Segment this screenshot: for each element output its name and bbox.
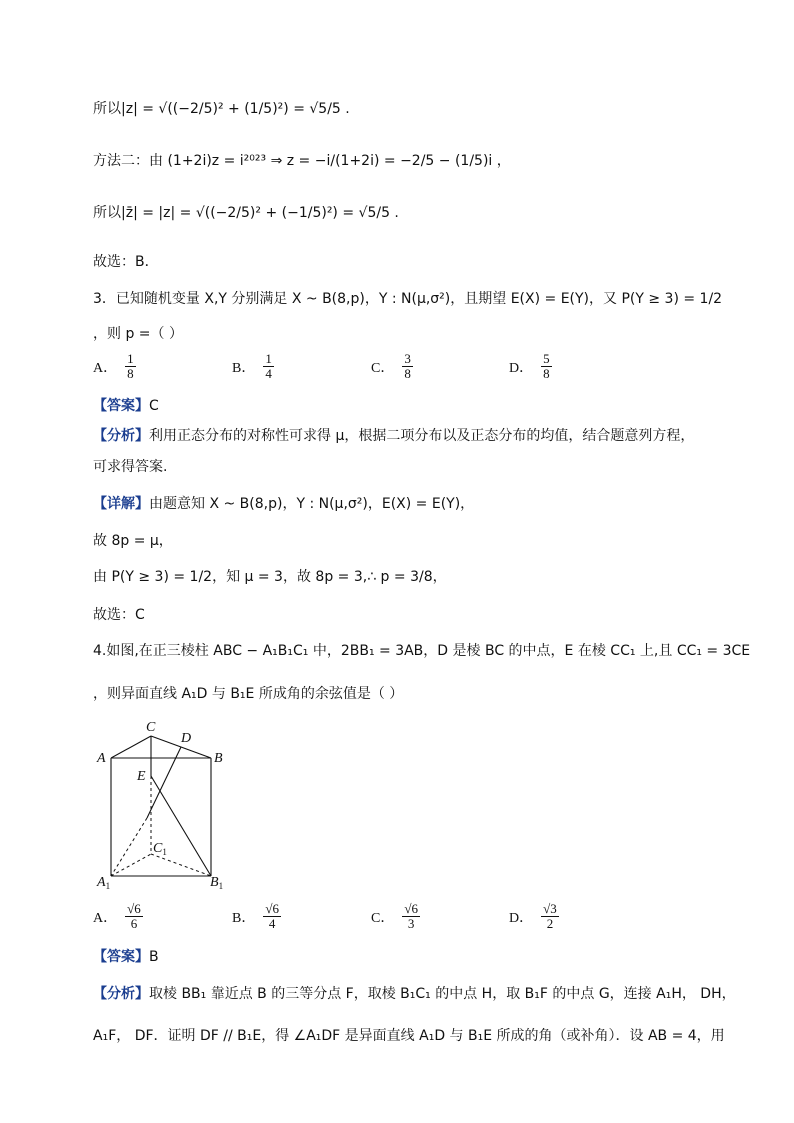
label-c1: $C_1$	[153, 841, 167, 857]
fraction: $\frac{√3}{2}$	[543, 901, 557, 931]
q3-detail: 【详解】由题意知 X ~ B(8,p)，Y : N(μ,σ²)，E(X) = E(Y)，	[93, 496, 475, 512]
answer-tag: 【答案】	[93, 398, 149, 414]
segment-da1-hidden	[111, 818, 147, 876]
q3-option-a: A． $\frac{1}{8}$	[93, 351, 134, 381]
q3-option-d: D． $\frac{5}{8}$	[509, 351, 550, 381]
label-b1: $B_1$	[210, 875, 224, 891]
fraction: $\frac{√6}{4}$	[265, 901, 279, 931]
q3-stem-line-2: ，则 p =（ ）	[93, 326, 183, 342]
q4-stem-line-1: 4.如图,在正三棱柱 ABC − A₁B₁C₁ 中，2BB₁ = 3AB，D 是棱 BC 的中点，E 在棱 CC₁ 上,且 CC₁ = 3CE	[93, 643, 751, 659]
q3-answer: 【答案】C	[93, 398, 159, 414]
q4-option-a: A． $\frac{√6}{6}$	[93, 901, 141, 931]
q4-stem-line-2: ，则异面直线 A₁D 与 B₁E 所成角的余弦值是（ ）	[93, 686, 404, 702]
q3-option-b: B． $\frac{1}{4}$	[232, 351, 272, 381]
solution-line-method-two: 方法二：由 (1+2i)z = i²⁰²³ ⇒ z = −i/(1+2i) = −2/5 − (1/5)i ，	[93, 153, 511, 169]
q3-choose: 故选：C	[93, 607, 145, 623]
label-a: A	[97, 751, 106, 766]
q4-analysis-line-2: A₁F， DF．证明 DF // B₁E，得 ∠A₁DF 是异面直线 A₁D 与 B₁E 所成的角（或补角）．设 AB = 4，用	[93, 1028, 725, 1044]
fraction: $\frac{1}{8}$	[127, 351, 134, 381]
fraction: $\frac{3}{8}$	[404, 351, 411, 381]
choose-line-b: 故选：B．	[93, 254, 159, 270]
q4-analysis: 【分析】取棱 BB₁ 靠近点 B 的三等分点 F，取棱 B₁C₁ 的中点 H，取 B₁F 的中点 G，连接 A₁H， DH，	[93, 986, 736, 1002]
analysis-tag: 【分析】	[93, 986, 149, 1002]
q3-stem-line-1: 3．已知随机变量 X,Y 分别满足 X ~ B(8,p)，Y : N(μ,σ²)，且期望 E(X) = E(Y)，又 P(Y ≥ 3) = 1/2	[93, 291, 723, 307]
q4-option-c: C． $\frac{√6}{3}$	[371, 901, 418, 931]
q3-analysis: 【分析】利用正态分布的对称性可求得 μ，根据二项分布以及正态分布的均值，结合题意列方程，	[93, 428, 695, 444]
q4-option-b: B． $\frac{√6}{4}$	[232, 901, 279, 931]
fraction: $\frac{5}{8}$	[543, 351, 550, 381]
q3-options	[93, 352, 713, 388]
edge-a1c1-hidden	[111, 854, 151, 876]
edge-c1b1-hidden	[151, 854, 211, 876]
q4-option-d: D． $\frac{√3}{2}$	[509, 901, 557, 931]
fraction: $\frac{√6}{3}$	[404, 901, 418, 931]
q3-option-c: C． $\frac{3}{8}$	[371, 351, 411, 381]
label-c: C	[146, 720, 156, 735]
label-d: D	[181, 731, 192, 746]
q4-answer: 【答案】B	[93, 949, 159, 965]
label-a1: $A_1$	[97, 875, 111, 891]
analysis-tag: 【分析】	[93, 428, 149, 444]
fraction: $\frac{1}{4}$	[265, 351, 272, 381]
prism-figure	[93, 716, 233, 892]
edge-ac	[111, 736, 151, 758]
q4-options	[93, 902, 713, 938]
solution-line-modulus-1: 所以|z| = √((−2/5)² + (1/5)²) = √5/5 .	[93, 101, 350, 117]
q3-detail-line-3: 由 P(Y ≥ 3) = 1/2，知 μ = 3，故 8p = 3,∴ p = 3/8，	[93, 569, 447, 585]
label-e: E	[137, 769, 146, 784]
solution-line-modulus-2: 所以|z̄| = |z| = √((−2/5)² + (−1/5)²) = √5/5 .	[93, 205, 399, 221]
answer-tag: 【答案】	[93, 949, 149, 965]
fraction: $\frac{√6}{6}$	[127, 901, 141, 931]
label-b: B	[214, 751, 223, 766]
q3-analysis-line-2: 可求得答案.	[93, 459, 168, 475]
q3-detail-line-2: 故 8p = μ，	[93, 533, 173, 549]
detail-tag: 【详解】	[93, 496, 149, 512]
